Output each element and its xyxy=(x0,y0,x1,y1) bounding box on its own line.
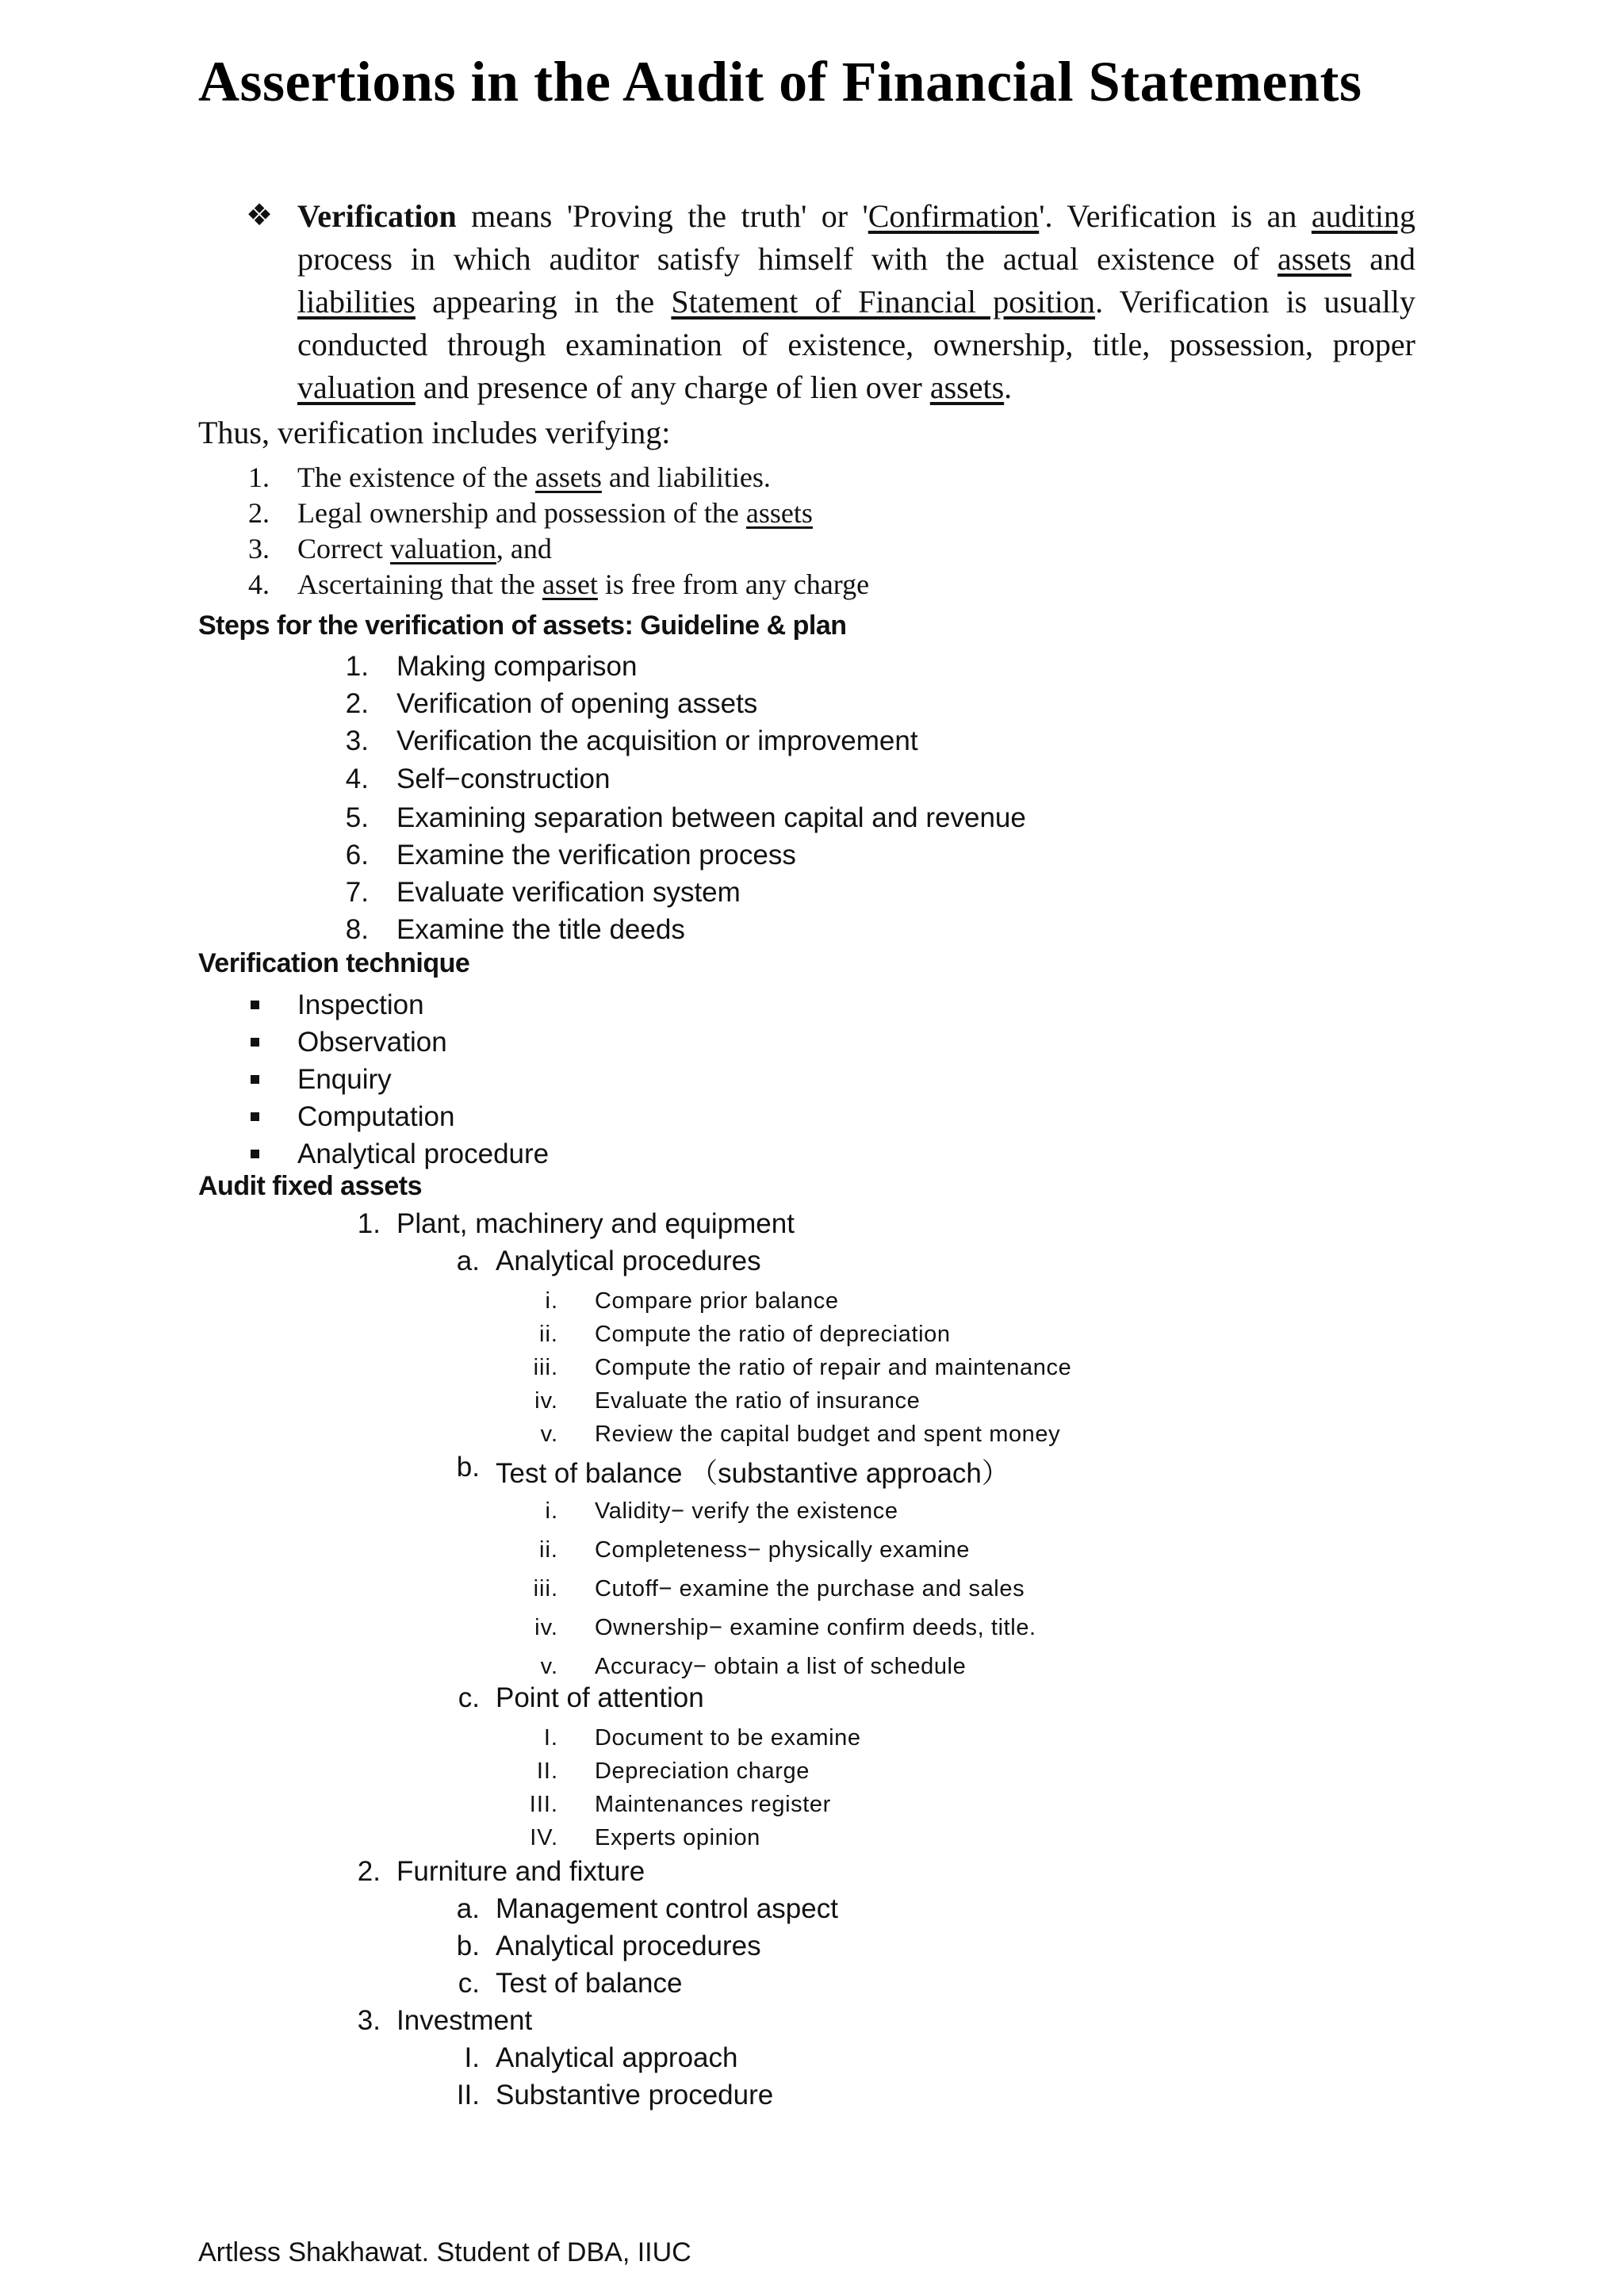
para-text: . xyxy=(1004,369,1013,405)
para-text: process in which auditor satisfy himself with the actual existence of xyxy=(297,241,1278,277)
square-bullet-icon xyxy=(251,1038,259,1047)
list-text: Test of balance （substantive approach） xyxy=(496,1458,1009,1489)
list-number: c. xyxy=(458,1682,480,1713)
list-text: Ascertaining that the xyxy=(297,568,542,600)
list-number: 2. xyxy=(248,497,270,529)
list-text: Correct xyxy=(297,533,390,564)
fixed-asset-subitem xyxy=(458,1968,683,1999)
list-number: 8. xyxy=(345,914,369,945)
analytical-step xyxy=(540,1422,1061,1448)
para-text: and xyxy=(1351,241,1415,277)
list-number: 3. xyxy=(345,725,369,756)
list-text: Investment xyxy=(396,2005,533,2036)
list-text: Evaluate verification system xyxy=(396,877,741,908)
list-number: ii. xyxy=(539,1537,558,1563)
list-text: Analytical approach xyxy=(496,2042,738,2073)
list-text: , and xyxy=(496,533,552,564)
test-of-balance-step xyxy=(539,1537,970,1563)
list-text: Cutoff− examine the purchase and sales xyxy=(595,1576,1025,1601)
list-text: Compute the ratio of repair and maintenance xyxy=(595,1355,1072,1380)
list-number: iii. xyxy=(533,1576,558,1601)
list-text: Analytical procedures xyxy=(496,1931,761,1961)
list-number: 3. xyxy=(248,533,270,564)
list-number: c. xyxy=(458,1968,480,1999)
list-text: Analytical procedures xyxy=(496,1246,761,1276)
list-number: IV. xyxy=(530,1825,558,1850)
list-text: Verification of opening assets xyxy=(396,688,758,719)
test-of-balance-step xyxy=(533,1576,1025,1602)
square-bullet-icon xyxy=(251,1112,259,1121)
link-assets[interactable]: assets xyxy=(1277,241,1352,277)
para-text: '. Verification is an xyxy=(1039,198,1312,234)
list-number: 5. xyxy=(345,802,369,833)
point-of-attention-item xyxy=(536,1758,810,1785)
list-text: Inspection xyxy=(297,989,424,1020)
list-text: and liabilities. xyxy=(601,461,771,493)
technique-heading: Verification technique xyxy=(198,948,470,978)
link-confirmation[interactable]: Confirmation xyxy=(868,198,1040,234)
link-valuation[interactable]: valuation xyxy=(389,533,496,564)
para-text: . Verification is usually conducted through examination of existence, ownership, title, possession, proper xyxy=(297,284,1415,362)
list-text: The existence of the xyxy=(297,461,535,493)
list-text: Completeness− physically examine xyxy=(595,1537,970,1563)
point-of-attention-item xyxy=(530,1825,760,1851)
list-number: 4. xyxy=(248,568,270,600)
para-text: and presence of any charge of lien over xyxy=(415,369,930,405)
verification-paragraph xyxy=(297,195,1415,409)
link-asset[interactable]: asset xyxy=(542,568,598,600)
list-text: Validity− verify the existence xyxy=(595,1498,898,1524)
link-assets[interactable]: assets xyxy=(929,369,1005,405)
list-text: Compute the ratio of depreciation xyxy=(595,1322,951,1347)
link-valuation[interactable]: valuation xyxy=(297,369,416,405)
fixed-asset-item xyxy=(357,1208,795,1240)
list-text: Self−construction xyxy=(396,763,611,794)
test-of-balance-step xyxy=(540,1654,967,1680)
list-number: I. xyxy=(543,1725,558,1751)
page-title: Assertions in the Audit of Financial Statements xyxy=(198,50,1362,113)
diamond-bullet-icon: ❖ xyxy=(246,197,274,232)
list-text: Accuracy− obtain a list of schedule xyxy=(595,1654,967,1679)
list-number: 2. xyxy=(357,1856,381,1887)
fixed-asset-subitem xyxy=(456,1931,761,1962)
list-number: 2. xyxy=(345,688,369,719)
analytical-step xyxy=(545,1288,839,1314)
list-number: iv. xyxy=(534,1388,558,1414)
link-assets[interactable]: assets xyxy=(534,461,602,493)
para-text: appearing in the xyxy=(415,284,672,320)
list-number: I. xyxy=(464,2042,480,2073)
link-auditing[interactable]: auditing xyxy=(1311,198,1415,234)
square-bullet-icon xyxy=(251,1150,259,1158)
page-footer: Artless Shakhawat. Student of DBA, IIUC xyxy=(198,2237,691,2267)
list-text: Observation xyxy=(297,1027,447,1058)
list-number: b. xyxy=(456,1452,480,1483)
list-number: ii. xyxy=(539,1322,558,1347)
list-text: Point of attention xyxy=(496,1682,704,1713)
list-text: Plant, machinery and equipment xyxy=(396,1208,795,1239)
fixed-asset-subitem xyxy=(456,2080,774,2111)
list-text: Evaluate the ratio of insurance xyxy=(595,1388,921,1414)
thus-line: Thus, verification includes verifying: xyxy=(198,415,671,450)
list-number: II. xyxy=(536,1758,558,1784)
fixed-assets-heading: Audit fixed assets xyxy=(198,1171,422,1201)
link-liabilities[interactable]: liabilities xyxy=(297,284,416,320)
list-text: Compare prior balance xyxy=(595,1288,839,1314)
list-text: Ownership− examine confirm deeds, title. xyxy=(595,1615,1036,1640)
list-text: Legal ownership and possession of the xyxy=(297,497,746,529)
fixed-asset-subitem xyxy=(456,1893,838,1925)
list-text: Maintenances register xyxy=(595,1792,831,1817)
list-text: Verification the acquisition or improvement xyxy=(396,725,918,756)
list-number: iii. xyxy=(533,1355,558,1380)
analytical-step xyxy=(534,1388,921,1414)
list-number: 1. xyxy=(248,461,270,493)
list-text: Management control aspect xyxy=(496,1893,838,1924)
fixed-asset-item xyxy=(357,1856,645,1888)
list-text: Substantive procedure xyxy=(496,2080,774,2110)
list-number: 1. xyxy=(357,1208,381,1239)
list-text: Computation xyxy=(297,1101,455,1132)
list-text: Test of balance xyxy=(496,1968,683,1999)
list-number: II. xyxy=(456,2080,480,2110)
list-text: Document to be examine xyxy=(595,1725,861,1751)
list-number: 6. xyxy=(345,840,369,871)
test-of-balance-step xyxy=(534,1615,1036,1641)
list-number: III. xyxy=(529,1792,558,1817)
list-text: Depreciation charge xyxy=(595,1758,810,1784)
analytical-step xyxy=(539,1322,951,1348)
list-text: Analytical procedure xyxy=(297,1138,550,1169)
list-text: is free from any charge xyxy=(597,568,870,600)
list-text: Examining separation between capital and revenue xyxy=(396,802,1026,833)
list-text: Enquiry xyxy=(297,1064,392,1095)
steps-heading: Steps for the verification of assets: Guideline & plan xyxy=(198,610,847,641)
list-text: Experts opinion xyxy=(595,1825,760,1850)
square-bullet-icon xyxy=(251,1001,259,1009)
list-number: 4. xyxy=(345,763,369,794)
list-text: Examine the title deeds xyxy=(396,914,685,945)
verification-term: Verification xyxy=(297,198,457,234)
list-number: 1. xyxy=(345,651,369,682)
list-text: Examine the verification process xyxy=(396,840,796,871)
fixed-asset-item xyxy=(357,2005,533,2037)
list-number: a. xyxy=(456,1246,480,1276)
square-bullet-icon xyxy=(251,1075,259,1084)
list-number: 3. xyxy=(357,2005,381,2036)
analytical-step xyxy=(533,1355,1072,1381)
list-number: v. xyxy=(540,1654,558,1679)
para-text: means 'Proving the truth' or ' xyxy=(456,198,868,234)
list-number: b. xyxy=(456,1931,480,1961)
list-text: Making comparison xyxy=(396,651,638,682)
list-number: v. xyxy=(540,1422,558,1447)
list-number: i. xyxy=(545,1288,558,1314)
link-assets[interactable]: assets xyxy=(745,497,813,529)
point-of-attention-item xyxy=(529,1792,831,1818)
list-text: Review the capital budget and spent money xyxy=(595,1422,1061,1447)
point-of-attention-item xyxy=(543,1725,861,1751)
test-of-balance-step xyxy=(545,1498,898,1525)
fixed-asset-subitem xyxy=(456,1452,1009,1491)
fixed-asset-subitem xyxy=(464,2042,738,2074)
list-number: 7. xyxy=(345,877,369,908)
list-number: i. xyxy=(545,1498,558,1524)
link-statement-of-financial-position[interactable]: Statement of Financial position xyxy=(671,284,1096,320)
list-text: Furniture and fixture xyxy=(396,1856,645,1887)
fixed-asset-subitem xyxy=(458,1682,704,1714)
list-number: iv. xyxy=(534,1615,558,1640)
list-number: a. xyxy=(456,1893,480,1924)
fixed-asset-subitem xyxy=(456,1246,761,1277)
